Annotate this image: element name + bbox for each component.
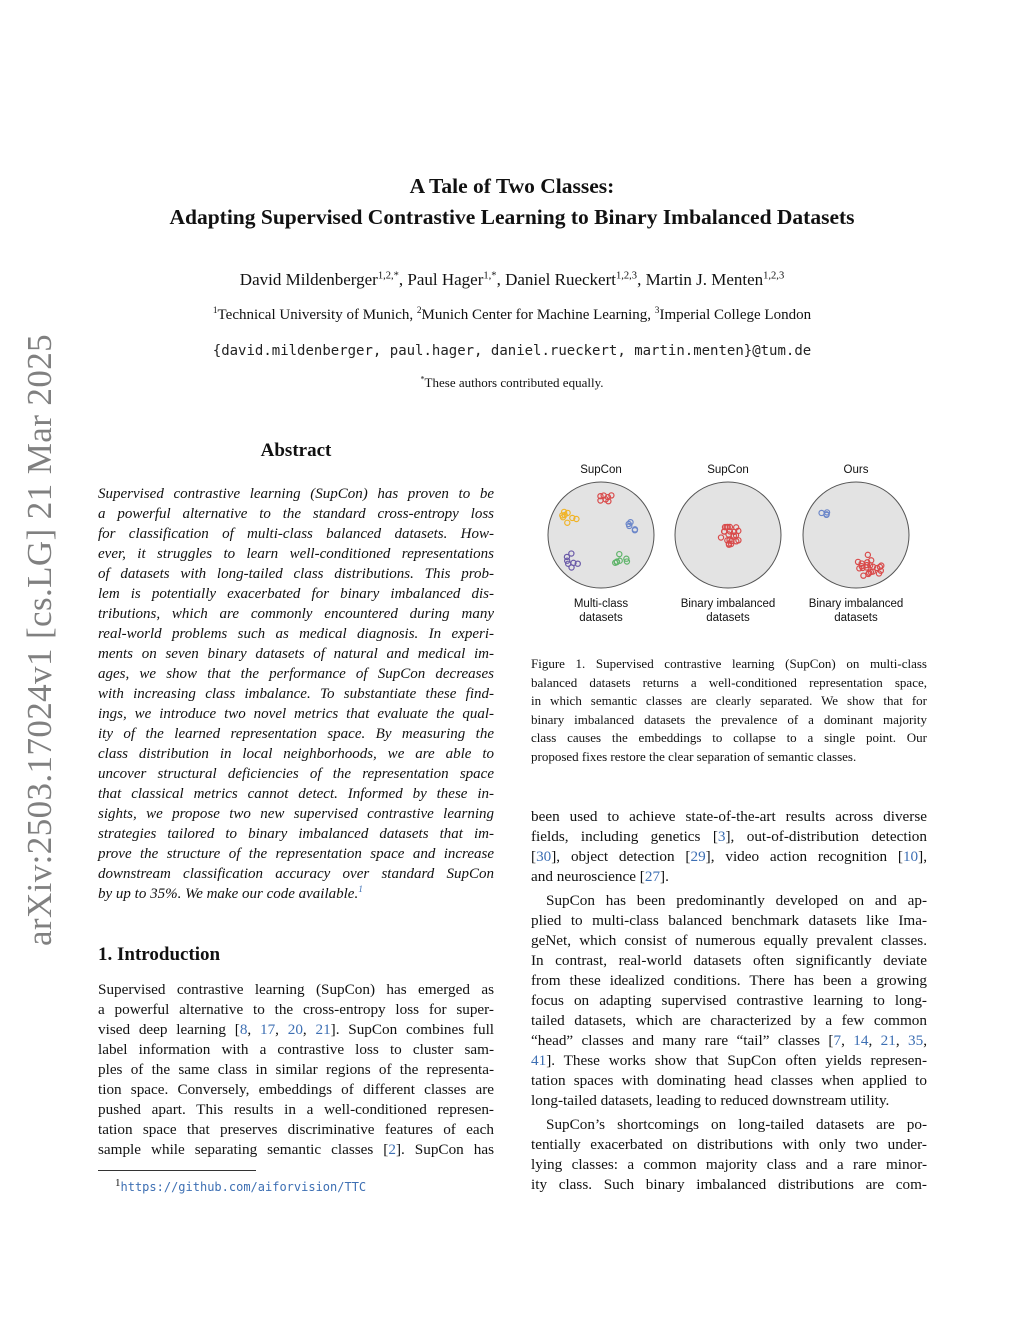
abstract-line xyxy=(98,784,494,804)
text-line xyxy=(98,1040,494,1060)
text-segment: Supervised contrastive learning (SupCon) has emerged as xyxy=(98,981,494,998)
author-affil-sup: 1,* xyxy=(483,270,497,282)
text-segment: , xyxy=(923,1032,928,1049)
text-line xyxy=(98,1080,494,1100)
text-segment: , xyxy=(275,1021,288,1038)
text-segment: focus on adapting supervised contrastive learning to long- xyxy=(531,992,927,1009)
text-segment: In contrast, real-world datasets often significantly deviate xyxy=(531,952,927,969)
text-segment: ], object detection [ xyxy=(551,848,691,865)
text-segment: SupCon has been predominantly developed on and ap- xyxy=(546,892,927,909)
panel-1-bottom-label xyxy=(536,597,666,625)
abstract-line xyxy=(98,644,494,664)
citation-link[interactable]: 2 xyxy=(388,1141,396,1158)
text-line xyxy=(531,807,927,827)
embedding-sphere-2 xyxy=(675,482,781,588)
affil-sup: 2 xyxy=(416,306,422,316)
text-segment: plied to multi-class balanced benchmark datasets like Ima- xyxy=(531,912,927,929)
text-line xyxy=(531,931,927,951)
author-affil-sup: 1,2,* xyxy=(377,270,399,282)
text-line xyxy=(531,1135,927,1155)
text-line xyxy=(98,1100,494,1120)
arxiv-stamp: arXiv:2503.17024v1 [cs.LG] 21 Mar 2025 xyxy=(20,333,59,947)
author-emails: {david.mildenberger, paul.hager, daniel.rueckert, martin.menten}@tum.de xyxy=(212,343,812,359)
caption-line: class causes the embeddings to collapse to a single point. Our xyxy=(531,730,927,745)
abstract-line xyxy=(98,484,494,504)
text-segment: , xyxy=(302,1021,316,1038)
citation-link[interactable]: 17 xyxy=(259,1021,276,1038)
abstract-line-text: ages, we show that the performance of SupCon decreases xyxy=(98,666,494,682)
affil-name: Munich Center for Machine Learning xyxy=(421,307,648,323)
text-segment: ]. SupCon combines full xyxy=(330,1021,495,1038)
abstract-footnote-mark[interactable]: 1 xyxy=(358,885,363,895)
text-line xyxy=(531,951,927,971)
abstract-line-text: of datasets with long-tailed class distributions. This prob- xyxy=(98,566,494,582)
citation-link[interactable]: 7 xyxy=(833,1032,842,1049)
affil-sup: 1 xyxy=(212,306,218,316)
abstract-line xyxy=(98,584,494,604)
text-line xyxy=(531,867,927,887)
equal-contribution-mark: * xyxy=(420,374,425,384)
abstract-line-text: by up to 35%. We make our code available. xyxy=(98,886,359,902)
panel-3-top-label: Ours xyxy=(843,464,869,476)
abstract-line-text: tributions, which are commonly encountered during many xyxy=(98,606,494,622)
abstract-line-text: for classification of multi-class balanced datasets. How- xyxy=(98,526,494,542)
text-segment: and neuroscience [ xyxy=(531,868,645,885)
abstract-line-text: a powerful alternative to the standard cross-entropy loss xyxy=(98,506,494,522)
text-line xyxy=(531,827,927,847)
text-segment: , xyxy=(841,1032,854,1049)
caption-line: balanced datasets returns a well-conditioned representation space, xyxy=(531,674,927,690)
text-segment: ], xyxy=(918,848,927,865)
footnote-mark: 1 xyxy=(115,1177,121,1189)
author-name: Martin J. Menten xyxy=(645,270,764,289)
text-segment: , xyxy=(247,1021,260,1038)
panel-2-bottom-label xyxy=(663,597,793,625)
text-segment: from these idealized conditions. There has been a growing xyxy=(531,972,927,989)
text-segment: ]. xyxy=(660,868,669,885)
affiliations: $^1$Technical University of Munich, $^2$Munich Center for Machine Learning, $^3$Imperial College London xyxy=(212,306,812,323)
panel-2-bottom-label-line-2: datasets xyxy=(706,612,750,624)
text-line xyxy=(98,1060,494,1080)
text-segment: ]. These works show that SupCon often yields represen- xyxy=(546,1052,927,1069)
text-segment: tion space. Conversely, embeddings of different classes are xyxy=(98,1081,494,1098)
abstract-line-text: Supervised contrastive learning (SupCon) has proven to be xyxy=(98,486,494,502)
citation-link[interactable]: 35 xyxy=(908,1032,924,1049)
text-segment: been used to achieve state-of-the-art results across diverse xyxy=(531,808,927,825)
abstract-line-text: strategies tailored to binary imbalanced datasets that im- xyxy=(98,826,494,842)
abstract-line-text: ity of the learned representation space. By measuring the xyxy=(98,726,494,742)
abstract-line-text: class distribution in local neighborhoods, we are able to xyxy=(98,746,494,762)
citation-link[interactable]: 3 xyxy=(717,828,726,845)
abstract-line xyxy=(98,684,494,704)
panel-1-bottom-label-line-1: Multi-class xyxy=(573,598,629,610)
right-column-paragraph-2 xyxy=(531,891,927,1111)
text-segment: “head” classes and many rare “tail” classes [ xyxy=(531,1032,834,1049)
text-line xyxy=(98,980,494,1000)
footnote-link[interactable]: https://github.com/aiforvision/TTC xyxy=(120,1180,367,1194)
text-segment: fields, including genetics [ xyxy=(531,828,718,845)
citation-link[interactable]: 29 xyxy=(690,848,706,865)
abstract-line xyxy=(98,704,494,724)
equal-contribution-note xyxy=(0,375,1024,391)
author-affil-sup: 1,2,3 xyxy=(616,270,638,282)
text-segment: tation spaces with dominating head classes when applied to xyxy=(531,1072,927,1089)
caption-line: proposed fixes restore the clear separation of semantic classes. xyxy=(531,748,857,764)
citation-link[interactable]: 14 xyxy=(853,1032,869,1049)
equal-contribution-text: These authors contributed equally. xyxy=(424,375,604,390)
embedding-sphere-3 xyxy=(803,482,909,588)
text-segment: SupCon’s shortcomings on long-tailed datasets are po- xyxy=(546,1116,927,1133)
abstract-line xyxy=(98,844,494,864)
caption-line: binary imbalanced datasets the prevalence of a dominant majority xyxy=(531,711,927,727)
abstract-line-text: ings, we introduce two novel metrics that evaluate the qual- xyxy=(98,706,494,722)
panel-3-bottom-label-line-1: Binary imbalanced xyxy=(808,598,904,610)
citation-link[interactable]: 27 xyxy=(644,868,661,885)
footnote xyxy=(115,1177,366,1194)
text-line xyxy=(531,1031,927,1051)
figure-spheres xyxy=(548,482,909,588)
text-line xyxy=(531,991,927,1011)
text-segment: sample while separating semantic classes [ xyxy=(98,1141,389,1158)
citation-link[interactable]: 8 xyxy=(239,1021,248,1038)
text-segment: long-tailed datasets, leading to reduced downstream utility. xyxy=(531,1092,890,1109)
text-segment: ], out-of-distribution detection xyxy=(725,828,927,845)
abstract-line-text: with increasing class imbalance. To substantiate these find- xyxy=(98,686,494,702)
author-affil-sup: 1,2,3 xyxy=(763,270,785,282)
text-line xyxy=(531,891,927,911)
text-line xyxy=(531,847,927,867)
affil-name: Imperial College London xyxy=(659,307,812,323)
citation-link[interactable]: 21 xyxy=(315,1021,331,1038)
abstract-line xyxy=(98,884,494,904)
citation-link[interactable]: 20 xyxy=(287,1021,303,1038)
text-segment: vised deep learning [ xyxy=(98,1021,240,1038)
abstract-line xyxy=(98,724,494,744)
panel-1-top-label: SupCon xyxy=(580,464,622,476)
introduction-left-column xyxy=(98,980,494,1160)
abstract-line-text: lem is potentially exacerbated for binary imbalanced dis- xyxy=(98,586,494,602)
abstract-line xyxy=(98,504,494,524)
text-segment: tentially exacerbated on distributions with only two under- xyxy=(531,1136,927,1153)
author-name: Daniel Rueckert xyxy=(505,270,616,289)
abstract-line-text: sights, we propose two new supervised contrastive learning xyxy=(98,806,494,822)
text-line xyxy=(531,1091,927,1111)
footnote-rule xyxy=(98,1170,256,1171)
text-segment: tation space that preserves discriminative features of each xyxy=(98,1121,494,1138)
text-line xyxy=(531,1115,927,1135)
panel-3-bottom-label-line-2: datasets xyxy=(834,612,878,624)
text-line xyxy=(98,1120,494,1140)
abstract-line xyxy=(98,824,494,844)
text-segment: ]. SupCon has xyxy=(395,1141,494,1158)
text-segment: label information with a contrastive loss to cluster sam- xyxy=(98,1041,494,1058)
text-line xyxy=(98,1000,494,1020)
abstract-line xyxy=(98,544,494,564)
figure-1-caption xyxy=(531,655,927,766)
abstract-line xyxy=(98,764,494,784)
author-name: David Mildenberger xyxy=(239,270,378,289)
abstract-line xyxy=(98,804,494,824)
title-line-1: A Tale of Two Classes: xyxy=(409,174,615,198)
citation-link[interactable]: 30 xyxy=(536,848,552,865)
text-line xyxy=(531,971,927,991)
text-segment: ples of the same class in similar regions of the representa- xyxy=(98,1061,494,1078)
text-segment: lying classes: a common majority class and a rare minor- xyxy=(531,1156,927,1173)
panel-3-bottom-label xyxy=(791,597,921,625)
text-line xyxy=(531,1011,927,1031)
author-name: Paul Hager xyxy=(407,270,484,289)
title-line-2: Adapting Supervised Contrastive Learning to Binary Imbalanced Datasets xyxy=(169,205,855,229)
abstract-line xyxy=(98,664,494,684)
right-column-paragraph-1 xyxy=(531,807,927,887)
panel-2-bottom-label-line-1: Binary imbalanced xyxy=(680,598,776,610)
panel-2-top-label: SupCon xyxy=(707,464,749,476)
abstract-line xyxy=(98,744,494,764)
right-column-paragraph-3 xyxy=(531,1115,927,1195)
abstract-line xyxy=(98,564,494,584)
text-line xyxy=(531,1155,927,1175)
text-line xyxy=(98,1140,494,1160)
text-segment: geNet, which consist of numerous equally prevalent classes. xyxy=(531,932,927,949)
abstract-line-text: uncover structural deficiencies of the representation space xyxy=(98,766,494,782)
abstract-line xyxy=(98,864,494,884)
citation-link[interactable]: 21 xyxy=(880,1032,896,1049)
caption-line: in which semantic classes are clearly separated. We show that for xyxy=(531,693,927,708)
text-segment: [ xyxy=(531,848,537,865)
citation-link[interactable]: 10 xyxy=(902,848,919,865)
text-segment: , xyxy=(895,1032,909,1049)
abstract-line-text: downstream classification accuracy over standard SupCon xyxy=(98,866,494,882)
introduction-heading: 1. Introduction xyxy=(98,944,221,965)
affil-sup: 3 xyxy=(654,306,660,316)
abstract-line-text: that classical metrics cannot detect. Informed by these in- xyxy=(98,786,494,802)
abstract-body xyxy=(98,484,494,904)
text-segment: ity class. Such binary imbalanced distributions are com- xyxy=(531,1176,927,1193)
text-segment: pushed apart. This results in a well-conditioned represen- xyxy=(98,1101,494,1118)
text-line xyxy=(531,1071,927,1091)
text-segment: , xyxy=(868,1032,881,1049)
abstract-line xyxy=(98,624,494,644)
abstract-heading: Abstract xyxy=(260,440,332,461)
abstract-line xyxy=(98,524,494,544)
text-segment: tailed datasets, which are characterized by a few common xyxy=(531,1012,927,1029)
text-segment: a powerful alternative to the cross-entropy loss for super- xyxy=(98,1001,494,1018)
abstract-line-text: ments on seven binary datasets of natural and medical im- xyxy=(98,646,494,662)
text-line xyxy=(98,1020,494,1040)
text-segment: ], video action recognition [ xyxy=(705,848,903,865)
author-list: David Mildenberger$^{1,2,*}$, Paul Hager$^{1,*}$, Daniel Rueckert$^{1,2,3}$, Martin J. Menten$^{1,2,3}$ xyxy=(239,270,785,289)
abstract-line-text: ever, it struggles to learn well-conditioned representations xyxy=(98,546,494,562)
text-line xyxy=(531,1051,927,1071)
abstract-line-text: prove the structure of the representation space and increase xyxy=(98,846,494,862)
abstract-line-text: real-world problems such as medical diagnosis. In experi- xyxy=(98,626,494,642)
caption-line: Figure 1. Supervised contrastive learning (SupCon) on multi-class xyxy=(531,656,927,671)
panel-1-bottom-label-line-2: datasets xyxy=(579,612,623,624)
citation-link[interactable]: 41 xyxy=(531,1052,547,1069)
text-line xyxy=(531,1175,927,1195)
abstract-line xyxy=(98,604,494,624)
text-line xyxy=(531,911,927,931)
affil-name: Technical University of Munich xyxy=(217,307,410,323)
